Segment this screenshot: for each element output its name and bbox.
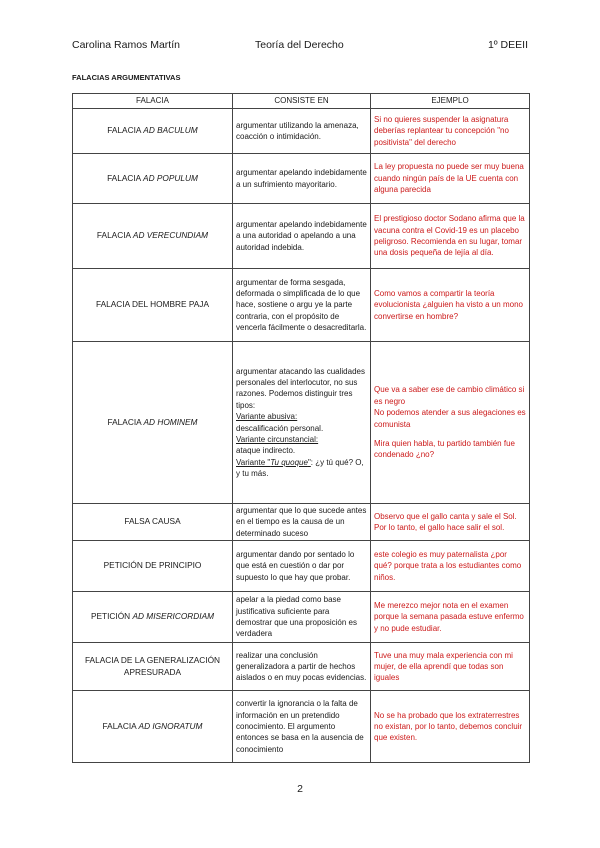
fallacy-description: convertir la ignorancia o la falta de información en un pretendido conocimiento. El argumento entonces se basa en la ausencia de conocimiento xyxy=(233,691,371,763)
table-row xyxy=(73,269,530,342)
variant-tu-quoque-close: " xyxy=(307,457,311,467)
variant-abusiva-label: Variante abusiva: xyxy=(236,412,298,422)
table-row xyxy=(73,109,530,154)
fallacy-name-prefix: FALACIA xyxy=(102,720,137,731)
page-header xyxy=(72,39,528,53)
fallacy-name: FALACIA DE LA GENERALIZACIÓN APRESURADA xyxy=(73,643,233,691)
fallacy-description xyxy=(233,342,371,504)
fallacy-example: este colegio es muy paternalista ¿por qué? porque trata a los estudiantes como niños. xyxy=(371,541,530,592)
fallacy-example: La ley propuesta no puede ser muy buena cuando ningún país de la UE cuenta con alguna parecida xyxy=(371,154,530,204)
fallacy-name-latin: AD MISERICORDIAM xyxy=(132,611,215,622)
document-title: FALACIAS ARGUMENTATIVAS xyxy=(72,73,181,82)
fallacy-example: El prestigioso doctor Sodano afirma que la vacuna contra el Covid-19 es un placebo peligroso. Recomienda en su lugar, tomar una dosis pequeña de lejía al día. xyxy=(371,204,530,269)
table-row xyxy=(73,691,530,763)
hominem-intro: argumentar atacando las cualidades personales del interlocutor, no sus razones. Podemos distinguir tres tipos: xyxy=(236,366,365,410)
variant-abusiva-text: descalificación personal. xyxy=(236,423,324,433)
fallacy-name-prefix: FALACIA xyxy=(107,125,141,136)
fallacy-description: argumentar apelando indebidamente a un sufrimiento mayoritario. xyxy=(233,154,371,204)
fallacy-name-latin: AD POPULUM xyxy=(143,172,198,183)
column-header-ejemplo: EJEMPLO xyxy=(371,94,530,109)
variant-tu-quoque-latin: Tu quoque xyxy=(270,457,308,467)
fallacy-name-prefix: FALACIA xyxy=(96,230,131,241)
variant-circunstancial-text: ataque indirecto. xyxy=(236,446,296,456)
fallacy-name xyxy=(73,204,233,269)
fallacy-example: Observo que el gallo canta y sale el Sol. Por lo tanto, el gallo hace salir el sol. xyxy=(371,504,530,541)
fallacy-example: Tuve una muy mala experiencia con mi mujer, de ella aprendí que todas son iguales xyxy=(371,643,530,691)
header-course: 1º DEEII xyxy=(487,39,528,51)
fallacy-name xyxy=(73,592,233,643)
fallacy-name-latin: AD VERECUNDIAM xyxy=(132,230,209,241)
fallacies-table xyxy=(72,93,530,763)
fallacy-name: FALACIA DEL HOMBRE PAJA xyxy=(73,269,233,342)
fallacy-name-prefix: PETICIÓN xyxy=(90,611,131,622)
table-row xyxy=(73,154,530,204)
fallacy-example: Me merezco mejor nota en el examen porque la semana pasada estuve enfermo y no pude estudiar. xyxy=(371,592,530,643)
fallacy-name-latin: AD IGNORATUM xyxy=(138,720,203,731)
table-row xyxy=(73,342,530,504)
fallacy-description: argumentar que lo que sucede antes en el tiempo es la causa de un determinado suceso xyxy=(233,504,371,541)
column-header-falacia: FALACIA xyxy=(73,94,233,109)
table-row xyxy=(73,204,530,269)
fallacy-name-latin: AD HOMINEM xyxy=(143,416,198,427)
fallacy-name-prefix: FALACIA xyxy=(107,172,141,183)
fallacy-example xyxy=(371,342,530,504)
table-row xyxy=(73,504,530,541)
fallacy-name xyxy=(73,342,233,504)
table-row xyxy=(73,643,530,691)
fallacy-description: realizar una conclusión generalizadora a partir de hechos aislados o en muy pocas evidencias. xyxy=(233,643,371,691)
fallacy-name-latin: AD BACULUM xyxy=(143,125,198,136)
column-header-consiste-en: CONSISTE EN xyxy=(233,94,371,109)
hominem-example-circunstancial: No podemos atender a sus alegaciones es comunista xyxy=(374,408,526,429)
fallacy-description: argumentar utilizando la amenaza, coacción o intimidación. xyxy=(233,109,371,154)
hominem-example-abusiva: Que va a saber ese de cambio climático si es negro xyxy=(374,385,525,406)
fallacy-description: argumentar apelando indebidamente a una autoridad o apelando a una autoridad indebida. xyxy=(233,204,371,269)
fallacy-name xyxy=(73,154,233,204)
table-row xyxy=(73,592,530,643)
fallacy-example: Si no quieres suspender la asignatura deberías replantear tu concepción "no positivista" del derecho xyxy=(371,109,530,154)
hominem-example-tu-quoque: Mira quien habla, tu partido también fue condenado ¿no? xyxy=(374,438,515,460)
header-author: Carolina Ramos Martín xyxy=(72,39,180,51)
header-subject: Teoría del Derecho xyxy=(255,39,344,51)
variant-tu-quoque-open: Variante " xyxy=(236,457,271,467)
variant-circunstancial-label: Variante circunstancial: xyxy=(236,434,319,444)
fallacy-name: PETICIÓN DE PRINCIPIO xyxy=(73,541,233,592)
fallacy-name: FALSA CAUSA xyxy=(73,504,233,541)
fallacy-example: Como vamos a compartir la teoría evolucionista ¿alguien ha visto a un mono convertirse en hombre? xyxy=(371,269,530,342)
fallacy-description: argumentar dando por sentado lo que está en cuestión o dar por supuesto lo que hay que probar. xyxy=(233,541,371,592)
fallacy-name xyxy=(73,691,233,763)
variant-tu-quoque-text: : ¿y tú qué? O, y tu más. xyxy=(236,457,364,478)
fallacy-name-prefix: FALACIA xyxy=(107,416,142,427)
fallacy-example: No se ha probado que los extraterrestres no existan, por lo tanto, debemos concluir que existen. xyxy=(371,691,530,763)
table-row xyxy=(73,541,530,592)
table-header-row xyxy=(73,94,530,109)
page-number: 2 xyxy=(297,783,303,795)
variant-tu-quoque-label xyxy=(236,458,311,467)
fallacy-description: argumentar de forma sesgada, deformada o simplificada de lo que hace, sostiene o argu ye la parte contraria, con el propósito de vencerla fácilmente o desacreditarla. xyxy=(233,269,371,342)
fallacy-description: apelar a la piedad como base justificativa suficiente para demostrar que una proposición es verdadera xyxy=(233,592,371,643)
fallacy-name xyxy=(73,109,233,154)
